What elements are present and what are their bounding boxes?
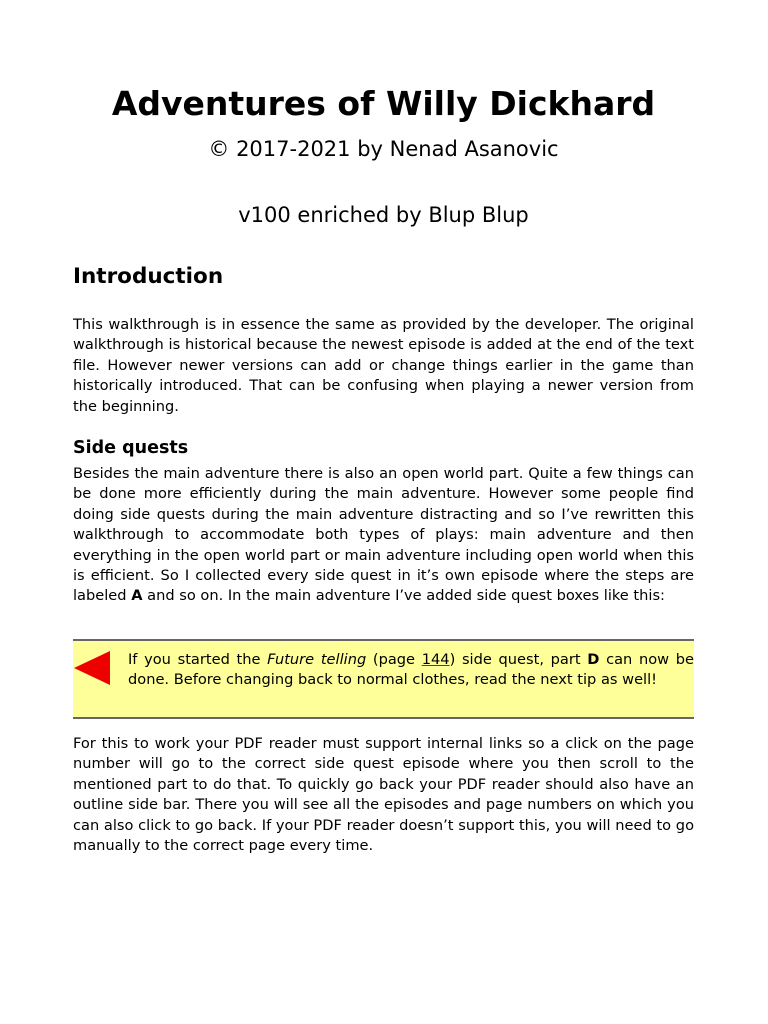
side-quests-text-2: and so on. In the main adventure I’ve added side quest boxes like this: xyxy=(142,587,665,605)
tip-part-label: D xyxy=(587,651,600,668)
side-quests-heading: Side quests xyxy=(73,438,189,458)
side-quests-text-1: Besides the main adventure there is also an open world part. Quite a few things can be done more efficiently during the main adventure. However some people find doing side quests during the main adventure distracting and so I’ve rewritten this walkthrough to accommodate both types of plays: main adventure and then everything in the open world part or main adventure including open world when this is efficient. So I collected every side quest in it’s own episode where the steps are labeled xyxy=(73,465,694,605)
tip-text xyxy=(128,650,694,691)
tip-text-4: can now be done. Before changing back to normal clothes, read the next tip as well! xyxy=(128,651,694,689)
introduction-heading: Introduction xyxy=(73,264,224,289)
document-title: Adventures of Willy Dickhard xyxy=(111,84,656,123)
tip-text-1: If you started the xyxy=(128,651,268,668)
tip-text-3: ) side quest, part xyxy=(449,651,588,668)
step-label: A xyxy=(131,587,143,605)
side-quests-paragraph xyxy=(73,464,694,607)
copyright-line: © 2017-2021 by Nenad Asanovic xyxy=(208,137,559,161)
pdf-reader-paragraph: For this to work your PDF reader must support internal links so a click on the page number will go to the correct side quest episode where you then scroll to the mentioned part to do that. To quickly go back your PDF reader should also have an outline side bar. There you will see all the episodes and page numbers on which you can also click to go back. If your PDF reader doesn’t support this, you will need to go manually to the correct page every time. xyxy=(73,735,694,855)
tip-quest-name: Future telling xyxy=(267,651,367,668)
page-link[interactable]: 144 xyxy=(421,651,450,668)
tip-text-2: (page xyxy=(366,651,422,668)
introduction-paragraph: This walkthrough is in essence the same as provided by the developer. The original walkthrough is historical because the newest episode is added at the end of the text file. However newer versions can add or change things earlier in the game than historically introduced. That can be confusing when playing a newer version from the beginning. xyxy=(73,316,694,415)
version-line: v100 enriched by Blup Blup xyxy=(238,203,529,227)
red-left-arrow-icon xyxy=(74,651,110,685)
side-quest-tip-box xyxy=(73,639,694,719)
